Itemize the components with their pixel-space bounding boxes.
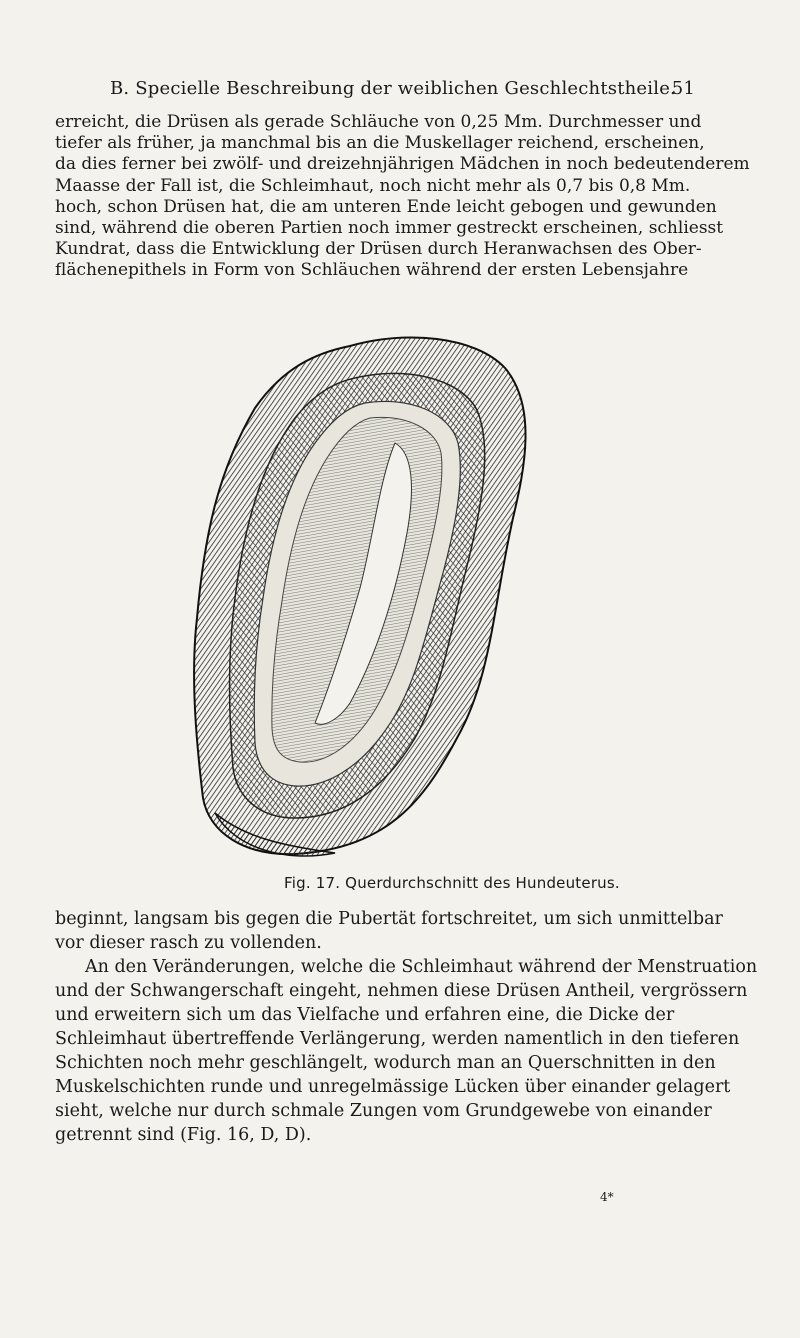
text-line: vor dieser rasch zu vollenden.	[55, 933, 322, 953]
text-line: Kundrat, dass die Entwicklung der Drüsen durch Heranwachsen des Ober-	[55, 239, 702, 260]
text-line: flächenepithels in Form von Schläuchen während der ersten Lebensjahre	[55, 260, 689, 281]
uterus-cross-section-drawing	[175, 318, 645, 863]
signature-mark: 4*	[600, 1190, 614, 1204]
paragraph-1	[55, 112, 750, 282]
figure-illustration	[175, 318, 645, 863]
running-title: B. Specielle Beschreibung der weiblichen Geschlechtstheile.	[110, 78, 676, 99]
text-line: und der Schwangerschaft eingeht, nehmen diese Drüsen Antheil, vergrössern	[55, 981, 748, 1001]
page-number: 51	[671, 78, 695, 99]
text-line: An den Veränderungen, welche die Schleimhaut während der Menstruation	[85, 957, 758, 977]
text-line: hoch, schon Drüsen hat, die am unteren Ende leicht gebogen und gewunden	[55, 196, 717, 217]
running-header	[110, 78, 695, 99]
text-line: erreicht, die Drüsen als gerade Schläuche von 0,25 Mm. Durchmesser und	[55, 112, 702, 132]
text-line: da dies ferner bei zwölf- und dreizehnjährigen Mädchen in noch bedeutenderem	[55, 154, 750, 175]
text-line: Schichten noch mehr geschlängelt, wodurch man an Querschnitten in den	[55, 1053, 716, 1073]
text-line: Muskelschichten runde und unregelmässige Lücken über einander gelagert	[55, 1077, 731, 1097]
text-line: sind, während die oberen Partien noch immer gestreckt erscheinen, schliesst	[55, 218, 724, 239]
text-line: sieht, welche nur durch schmale Zungen vom Grundgewebe von einander	[55, 1101, 712, 1121]
text-line: Schleimhaut übertreffende Verlängerung, werden namentlich in den tieferen	[55, 1029, 740, 1049]
paragraph-2	[55, 907, 723, 955]
text-line: tiefer als früher, ja manchmal bis an die Muskellager reichend, erscheinen,	[55, 133, 705, 154]
text-line: beginnt, langsam bis gegen die Pubertät fortschreitet, um sich unmittelbar	[55, 909, 723, 929]
text-line: und erweitern sich um das Vielfache und erfahren eine, die Dicke der	[55, 1005, 675, 1025]
text-line: Maasse der Fall ist, die Schleimhaut, noch nicht mehr als 0,7 bis 0,8 Mm.	[55, 175, 691, 196]
figure-caption: Fig. 17. Querdurchschnitt des Hundeuterus.	[284, 874, 620, 892]
paragraph-3	[55, 955, 758, 1147]
text-line: getrennt sind (Fig. 16, D, D).	[55, 1125, 312, 1145]
